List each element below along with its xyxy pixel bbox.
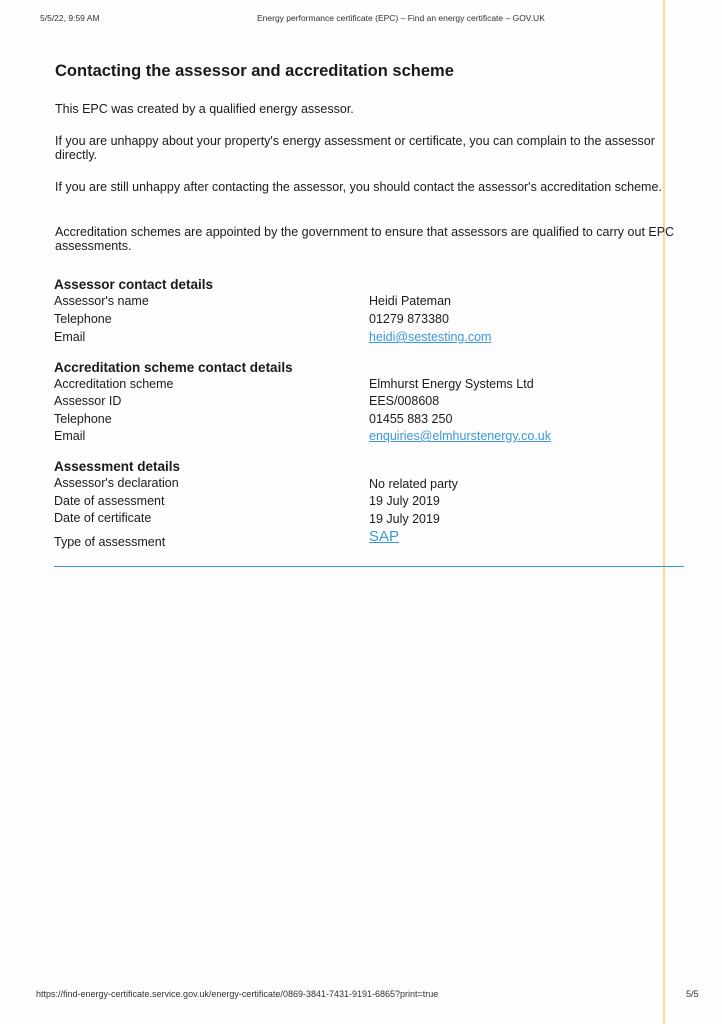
print-page-title: Energy performance certificate (EPC) – Find an energy certificate – GOV.UK (257, 13, 545, 23)
assessor-id: EES/008608 (369, 394, 440, 408)
intro-paragraph-1: This EPC was created by a qualified energy assessor. (55, 102, 354, 116)
accreditation-email-link[interactable]: enquiries@elmhurstenergy.co.uk (369, 429, 551, 443)
date-of-certificate: 19 July 2019 (369, 512, 440, 526)
assessor-name: Heidi Pateman (369, 294, 451, 308)
accreditation-scheme: Elmhurst Energy Systems Ltd (369, 377, 534, 391)
assessor-id-label: Assessor ID (54, 394, 122, 408)
assessor-email-cell (369, 330, 491, 345)
accreditation-email-cell (369, 429, 551, 444)
type-of-assessment-label: Type of assessment (54, 535, 166, 549)
intro-paragraph-3: If you are still unhappy after contacting the assessor, you should contact the assessor's accreditation scheme. (55, 180, 662, 194)
accreditation-heading: Accreditation scheme contact details (54, 360, 293, 375)
assessment-heading: Assessment details (54, 459, 181, 474)
declaration-value: No related party (369, 477, 458, 491)
accreditation-scheme-label: Accreditation scheme (54, 377, 174, 391)
assessor-email-link[interactable]: heidi@sestesting.com (369, 330, 492, 344)
date-of-certificate-label: Date of certificate (54, 511, 152, 525)
accreditation-email-label: Email (54, 429, 86, 443)
assessor-telephone: 01279 873380 (369, 312, 449, 326)
assessor-email-label: Email (54, 330, 86, 344)
assessor-name-label: Assessor's name (54, 294, 149, 308)
sap-link[interactable]: SAP (369, 528, 400, 545)
accreditation-telephone: 01455 883 250 (369, 412, 453, 426)
intro-paragraph-4: Accreditation schemes are appointed by the government to ensure that assessors are qualified to carry out EPC assessments. (55, 225, 675, 253)
print-footer-url: https://find-energy-certificate.service.gov.uk/energy-certificate/0869-3841-7431-9191-6865?print=true (36, 989, 439, 999)
intro-paragraph-2: If you are unhappy about your property's energy assessment or certificate, you can complain to the assessor directly. (55, 134, 655, 162)
type-of-assessment-cell (369, 529, 399, 545)
accreditation-telephone-label: Telephone (54, 412, 112, 426)
assessor-heading: Assessor contact details (54, 277, 214, 292)
date-of-assessment-label: Date of assessment (54, 494, 165, 508)
date-of-assessment: 19 July 2019 (369, 494, 440, 508)
section-divider (54, 566, 684, 567)
assessor-telephone-label: Telephone (54, 312, 112, 326)
print-page-number: 5/5 (686, 989, 699, 999)
declaration-label: Assessor's declaration (54, 476, 179, 490)
page-title: Contacting the assessor and accreditation scheme (55, 62, 454, 80)
print-date: 5/5/22, 9:59 AM (40, 13, 100, 23)
